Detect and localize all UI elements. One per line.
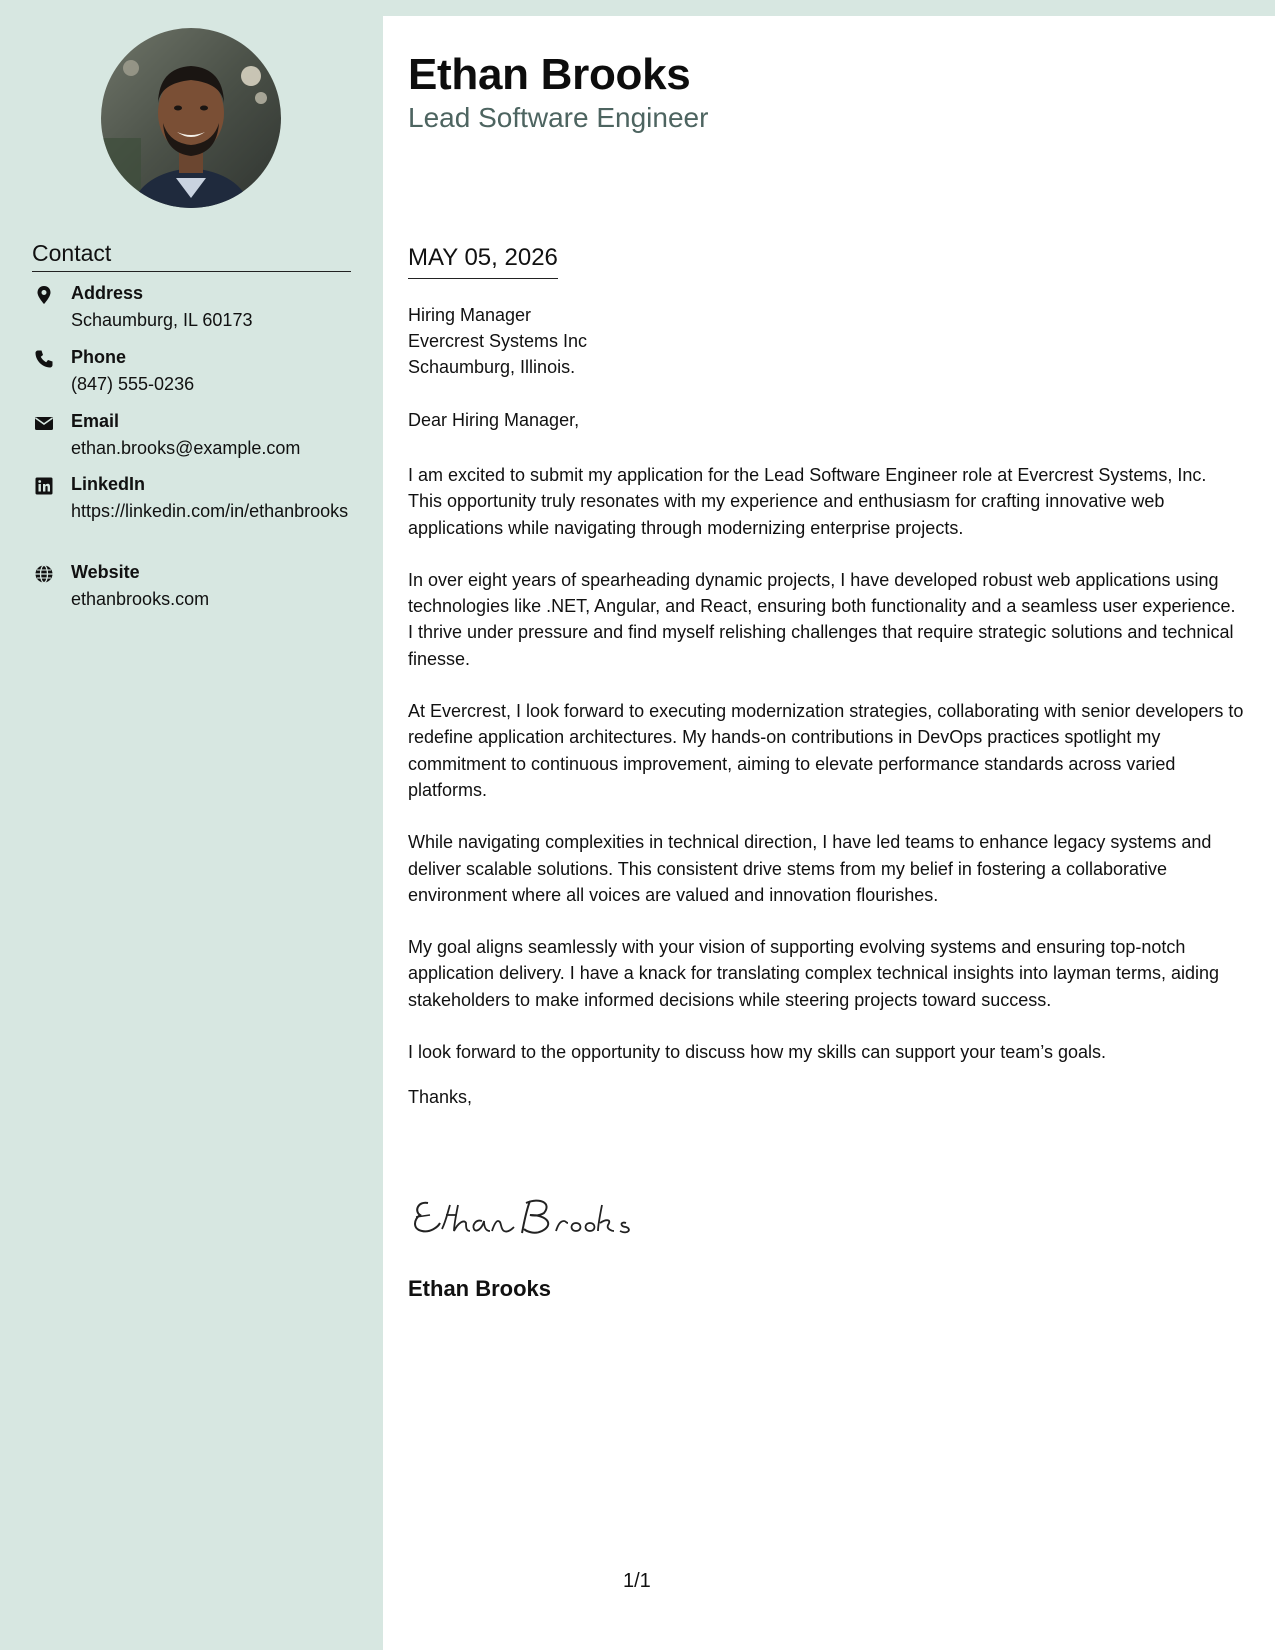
candidate-title: Lead Software Engineer [408, 102, 709, 133]
recipient-line: Schaumburg, Illinois. [408, 357, 576, 377]
signer-name: Ethan Brooks [408, 1276, 552, 1301]
website-value[interactable]: ethanbrooks.com [71, 589, 210, 609]
paragraph: My goal aligns seamlessly with your vision of supporting evolving systems and ensuring top-notch application delivery. I have a knack for translating complex technical insights into layman terms, aiding stakeholders to make informed decisions while steering projects toward success. [408, 937, 1220, 1010]
recipient-line: Hiring Manager [408, 305, 532, 325]
website-label: Website [71, 562, 140, 582]
paragraph: I look forward to the opportunity to discuss how my skills can support your team’s goals. [408, 1042, 1106, 1063]
profile-photo [101, 28, 281, 208]
letter-paragraphs [408, 462, 1244, 1091]
salutation: Dear Hiring Manager, [408, 410, 580, 430]
letter-date: MAY 05, 2026 [408, 244, 558, 279]
page-number: 1/1 [623, 1570, 651, 1592]
email-label: Email [71, 411, 120, 431]
letter-body [383, 16, 1275, 1650]
envelope-icon [34, 413, 54, 433]
closing: Thanks, [408, 1087, 473, 1107]
sidebar [0, 0, 383, 1650]
paragraph: I am excited to submit my application for the Lead Software Engineer role at Evercrest Systems, Inc. This opportunity truly resonates with my experience and enthusiasm for crafting innovative web applications while navigating through modernizing enterprise projects. [408, 465, 1207, 538]
phone-label: Phone [71, 347, 127, 367]
address-value: Schaumburg, IL 60173 [71, 310, 253, 330]
paragraph: At Evercrest, I look forward to executing modernization strategies, collaborating with senior developers to redefine application architectures. My hands-on contributions in DevOps practices spotlight my commitment to continuous improvement, aiming to elevate performance standards across varied platforms. [408, 701, 1244, 800]
map-pin-icon [34, 285, 54, 305]
paragraph: While navigating complexities in technical direction, I have led teams to enhance legacy systems and deliver scalable solutions. This consistent drive stems from my belief in fostering a collaborative environment where all voices are valued and innovation flourishes. [408, 832, 1212, 905]
recipient-block [408, 302, 587, 380]
linkedin-icon [34, 476, 54, 496]
paragraph: In over eight years of spearheading dynamic projects, I have developed robust web applications using technologies like .NET, Angular, and React, ensuring both functionality and a seamless user experience. I thrive under pressure and find myself relishing challenges that require strategic solutions and technical finesse. [408, 569, 1236, 669]
linkedin-label: LinkedIn [71, 474, 146, 494]
email-value[interactable]: ethan.brooks@example.com [71, 438, 301, 458]
phone-icon [34, 349, 54, 369]
recipient-line: Evercrest Systems Inc [408, 331, 588, 351]
phone-value: (847) 555-0236 [71, 374, 195, 394]
linkedin-value[interactable]: https://linkedin.com/in/ethanbrooks [71, 501, 349, 521]
address-label: Address [71, 283, 144, 303]
signature-image [408, 1191, 638, 1243]
contact-heading: Contact [32, 240, 351, 272]
globe-icon [34, 564, 54, 584]
candidate-name: Ethan Brooks [408, 50, 691, 99]
